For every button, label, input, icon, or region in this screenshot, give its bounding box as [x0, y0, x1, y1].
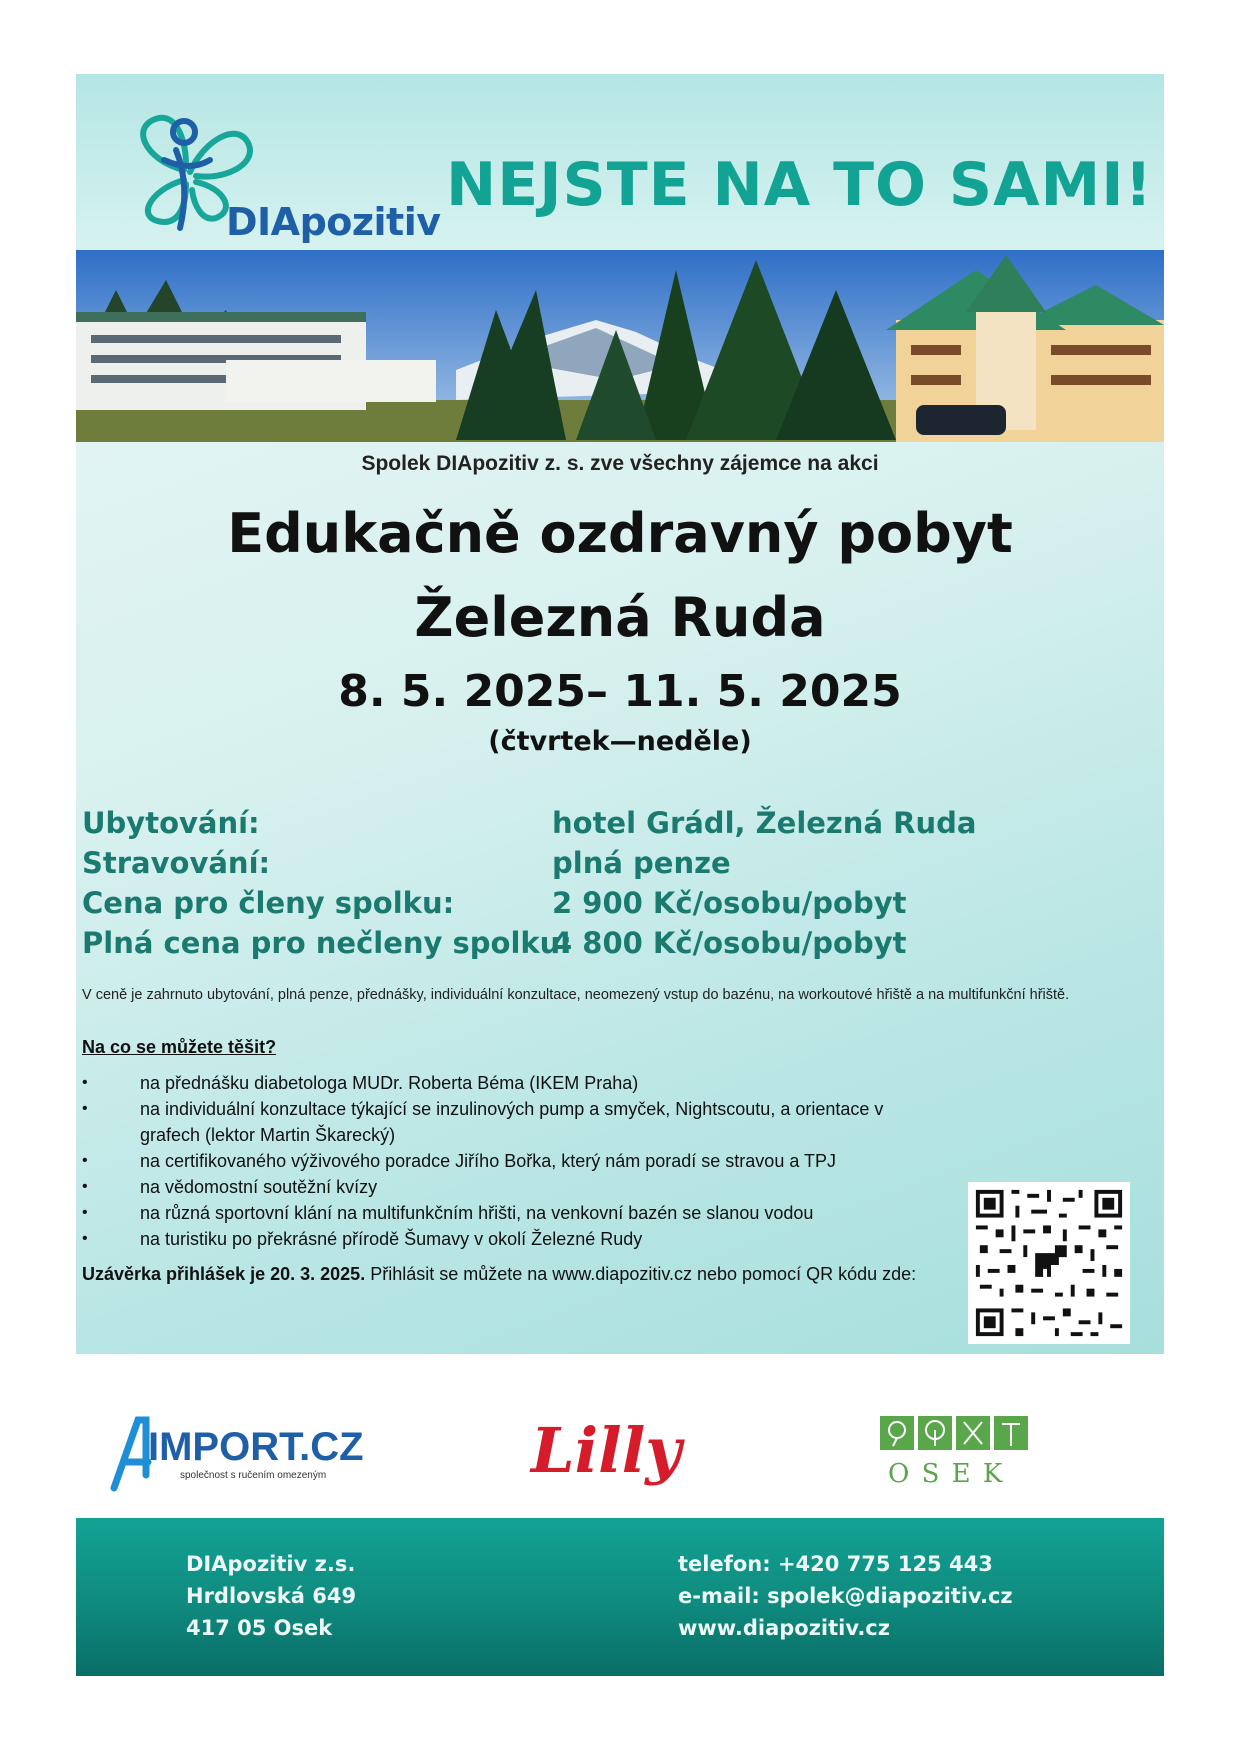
logo-text: DIApozitiv	[226, 200, 441, 244]
lilly-logo: Lilly	[531, 1414, 682, 1487]
aimport-subtext: společnost s ručením omezeným	[180, 1470, 327, 1481]
bullet-icon: •	[82, 1204, 88, 1221]
detail-value: plná penze	[552, 846, 731, 880]
event-dates: 8. 5. 2025– 11. 5. 2025	[338, 666, 902, 717]
list-item: • na přednášku diabetologa MUDr. Roberta Béma (IKEM Praha)	[82, 1070, 942, 1096]
footer	[76, 1518, 1164, 1676]
footer-org: DIApozitiv z.s.	[186, 1552, 356, 1576]
program-list	[82, 1070, 942, 1252]
hotel-panorama-photo	[76, 250, 1164, 442]
detail-label: Ubytování:	[82, 806, 260, 840]
detail-label: Cena pro členy spolku:	[82, 886, 455, 920]
bullet-icon: •	[82, 1074, 88, 1091]
program-heading: Na co se můžete těšit?	[82, 1037, 277, 1057]
slogan: NEJSTE NA TO SAMI!	[446, 150, 1153, 220]
detail-label: Stravování:	[82, 846, 271, 880]
detail-value: 2 900 Kč/osobu/pobyt	[552, 886, 907, 920]
detail-row	[82, 886, 1082, 924]
event-days: (čtvrtek—neděle)	[488, 726, 752, 757]
sponsor-logos	[76, 1400, 1164, 1510]
qr-code-image	[968, 1182, 1130, 1344]
osek-logo	[880, 1416, 1028, 1489]
footer-email[interactable]: e-mail: spolek@diapozitiv.cz	[678, 1584, 1013, 1608]
qr-code[interactable]	[968, 1182, 1130, 1344]
footer-phone[interactable]: telefon: +420 775 125 443	[678, 1552, 993, 1576]
detail-row	[82, 846, 1082, 884]
event-title-line1: Edukačně ozdravný pobyt	[227, 502, 1013, 565]
intro-text: Spolek DIApozitiv z. s. zve všechny zájemce na akci	[361, 452, 879, 475]
bullet-icon: •	[82, 1230, 88, 1247]
detail-value: hotel Grádl, Železná Ruda	[552, 806, 977, 840]
footer-contact	[678, 1548, 1013, 1644]
detail-row	[82, 926, 1082, 964]
osek-text: O S E K	[888, 1459, 1005, 1489]
list-item: • na turistiku po překrásné přírodě Šumavy v okolí Železné Rudy	[82, 1226, 942, 1252]
detail-row	[82, 806, 1082, 844]
registration-deadline: Uzávěrka přihlášek je 20. 3. 2025. Přihlásit se můžete na www.diapozitiv.cz nebo pomocí QR kódu zde:	[82, 1264, 917, 1284]
list-item: • na individuální konzultace týkající se inzulinových pump a smyček, Nightscoutu, a orientace v grafech (lektor Martin Škarecký)	[82, 1096, 942, 1148]
detail-label: Plná cena pro nečleny spolku:	[82, 926, 572, 960]
bullet-icon: •	[82, 1178, 88, 1195]
aimport-logo	[114, 1420, 364, 1488]
price-note: V ceně je zahrnuto ubytování, plná penze, přednášky, individuální konzultace, neomezený vstup do bazénu, na workoutové hřiště a na multifunkční hřiště.	[82, 987, 1070, 1003]
list-item: • na certifikovaného výživového poradce Jiřího Bořka, který nám poradí se stravou a TPJ	[82, 1148, 942, 1174]
event-title-line2: Železná Ruda	[414, 586, 826, 649]
bullet-icon: •	[82, 1152, 88, 1169]
footer-address	[186, 1548, 356, 1644]
footer-web[interactable]: www.diapozitiv.cz	[678, 1616, 890, 1640]
detail-value: 4 800 Kč/osobu/pobyt	[552, 926, 907, 960]
bullet-icon: •	[82, 1100, 88, 1117]
aimport-text: IMPORT.CZ	[148, 1425, 364, 1469]
list-item: • na vědomostní soutěžní kvízy	[82, 1174, 942, 1200]
footer-street: Hrdlovská 649	[186, 1584, 357, 1608]
list-item: • na různá sportovní klání na multifunkčním hřišti, na venkovní bazén se slanou vodou	[82, 1200, 942, 1226]
footer-city: 417 05 Osek	[186, 1616, 333, 1640]
